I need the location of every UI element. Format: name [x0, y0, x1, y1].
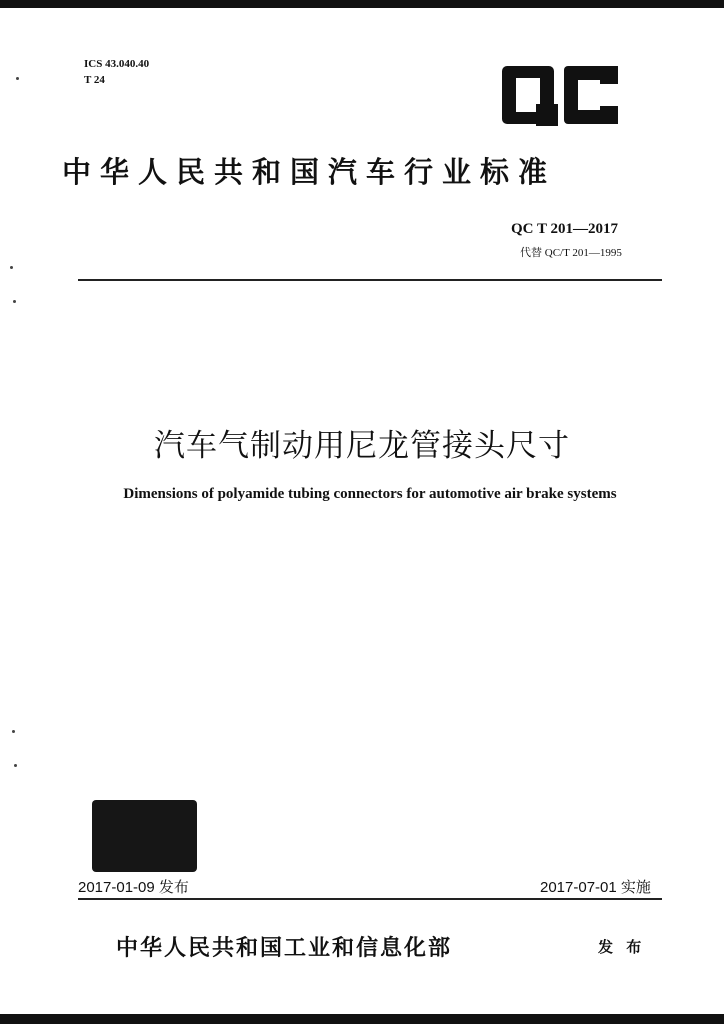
footer-rule — [78, 898, 662, 900]
scan-speck — [14, 764, 17, 767]
replaces-standard: 代替 QC/T 201—1995 — [520, 247, 622, 259]
redacted-barcode-block — [92, 800, 197, 872]
scan-speck — [16, 77, 19, 80]
scan-speck — [12, 730, 15, 733]
issuing-authority: 中华人民共和国工业和信息化部 — [116, 935, 453, 961]
qc-logo — [502, 64, 620, 131]
publish-date: 2017-01-09 发布 — [78, 879, 189, 896]
standard-number: QC T 201—2017 — [511, 221, 618, 237]
scan-bottom-border — [0, 1014, 724, 1024]
document-title-english: Dimensions of polyamide tubing connectors for automotive air brake systems — [123, 486, 617, 502]
national-standard-title: 中华人民共和国汽车行业标准 — [62, 155, 557, 189]
scan-top-border — [0, 0, 724, 8]
scan-speck — [13, 300, 16, 303]
ccs-class: T 24 — [84, 74, 105, 86]
classification-codes — [84, 56, 149, 88]
document-title-chinese: 汽车气制动用尼龙管接头尺寸 — [154, 428, 570, 464]
ics-code: ICS 43.040.40 — [84, 58, 150, 70]
issue-label: 发 布 — [598, 938, 646, 956]
header-rule — [78, 279, 662, 281]
qc-logo-graphic — [502, 64, 620, 126]
effective-date: 2017-07-01 实施 — [540, 879, 651, 896]
scan-speck — [10, 266, 13, 269]
